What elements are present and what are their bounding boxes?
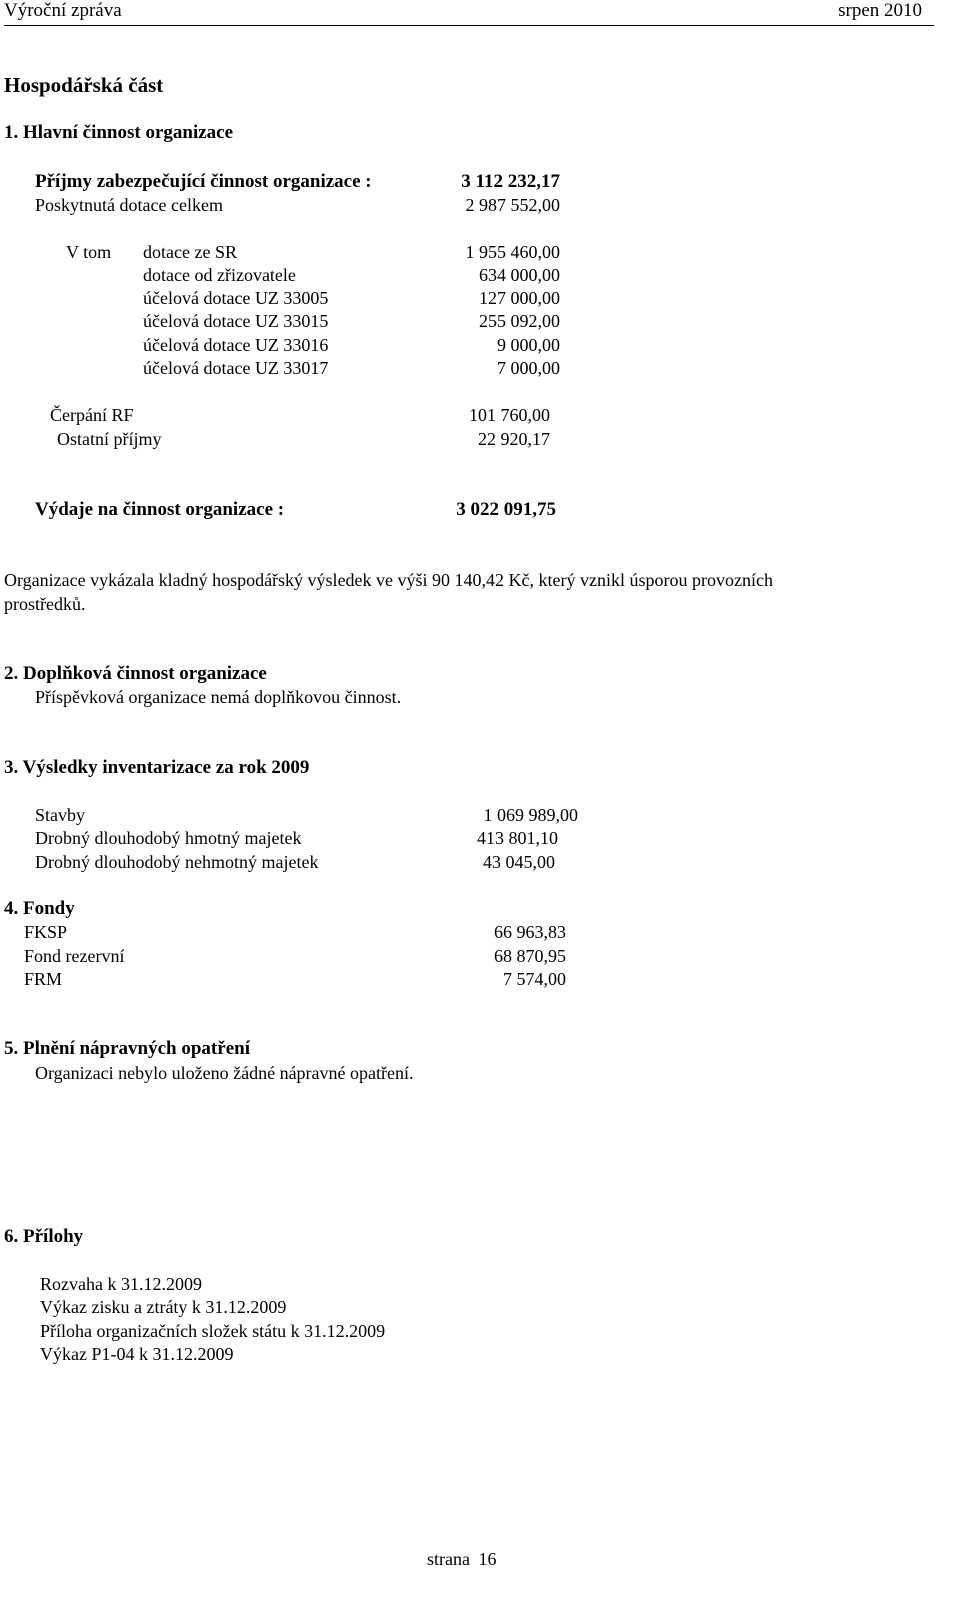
inventory-item-value: 413 801,10 — [477, 828, 558, 848]
expense-value: 3 022 091,75 — [456, 499, 556, 520]
section3-title: 3. Výsledky inventarizace za rok 2009 — [4, 757, 310, 778]
subsidy-total-value: 2 987 552,00 — [465, 195, 560, 215]
header-title: Výroční zpráva — [4, 0, 122, 21]
subsidy-item-label: účelová dotace UZ 33005 — [143, 288, 329, 308]
part-title: Hospodářská část — [4, 73, 164, 97]
subsidy-item-label: dotace ze SR — [143, 242, 237, 262]
result-text-line1: Organizace vykázala kladný hospodářský výsledek ve výši 90 140,42 Kč, který vznikl úsporou provozních — [4, 570, 773, 590]
subsidy-total-label: Poskytnutá dotace celkem — [35, 195, 223, 215]
inventory-item-value: 1 069 989,00 — [483, 805, 578, 825]
inventory-item-value: 43 045,00 — [483, 852, 555, 872]
fund-item-label: FRM — [24, 969, 63, 989]
income-label: Příjmy zabezpečující činnost organizace : — [35, 171, 372, 192]
fund-item-value: 7 574,00 — [503, 969, 566, 989]
other-income-value: 22 920,17 — [478, 429, 550, 449]
subsidy-item-value: 9 000,00 — [497, 335, 560, 355]
attachment-item: Příloha organizačních složek státu k 31.12.2009 — [40, 1321, 386, 1341]
other-income-label: Ostatní příjmy — [57, 429, 162, 449]
rf-label: Čerpání RF — [50, 405, 134, 425]
rf-value: 101 760,00 — [469, 405, 550, 425]
subsidy-item-value: 7 000,00 — [497, 358, 560, 378]
inventory-item-label: Drobný dlouhodobý hmotný majetek — [35, 828, 302, 848]
section4-title: 4. Fondy — [4, 898, 75, 919]
fund-item-label: FKSP — [24, 922, 68, 942]
attachment-item: Rozvaha k 31.12.2009 — [40, 1274, 202, 1294]
section1-title: 1. Hlavní činnost organizace — [4, 122, 234, 143]
header-rule — [4, 25, 934, 26]
income-value: 3 112 232,17 — [461, 171, 560, 192]
subsidy-item-label: účelová dotace UZ 33016 — [143, 335, 329, 355]
section6-title: 6. Přílohy — [4, 1226, 84, 1247]
section5-text: Organizaci nebylo uloženo žádné nápravné opatření. — [35, 1063, 414, 1083]
page-number: 16 — [478, 1549, 497, 1569]
attachment-item: Výkaz P1-04 k 31.12.2009 — [40, 1344, 234, 1364]
subsidy-item-label: dotace od zřizovatele — [143, 265, 296, 285]
subsidy-item-value: 634 000,00 — [479, 265, 560, 285]
page-label: strana — [427, 1549, 470, 1569]
page-footer — [427, 1548, 496, 1570]
inventory-item-label: Drobný dlouhodobý nehmotný majetek — [35, 852, 319, 872]
inventory-item-label: Stavby — [35, 805, 86, 825]
subsidy-item-label: účelová dotace UZ 33017 — [143, 358, 329, 378]
section5-title: 5. Plnění nápravných opatření — [4, 1038, 250, 1059]
subsidy-item-label: účelová dotace UZ 33015 — [143, 311, 329, 331]
attachment-item: Výkaz zisku a ztráty k 31.12.2009 — [40, 1297, 287, 1317]
section2-title: 2. Doplňková činnost organizace — [4, 663, 267, 684]
header-date: srpen 2010 — [838, 0, 922, 21]
of-which-label: V tom — [66, 242, 112, 262]
section2-text: Příspěvková organizace nemá doplňkovou činnost. — [35, 687, 402, 707]
expense-label: Výdaje na činnost organizace : — [35, 499, 285, 520]
fund-item-value: 66 963,83 — [494, 922, 566, 942]
subsidy-item-value: 127 000,00 — [479, 288, 560, 308]
subsidy-item-value: 1 955 460,00 — [465, 242, 560, 262]
subsidy-item-value: 255 092,00 — [479, 311, 560, 331]
fund-item-label: Fond rezervní — [24, 946, 125, 966]
result-text-line2: prostředků. — [4, 594, 86, 614]
fund-item-value: 68 870,95 — [494, 946, 566, 966]
